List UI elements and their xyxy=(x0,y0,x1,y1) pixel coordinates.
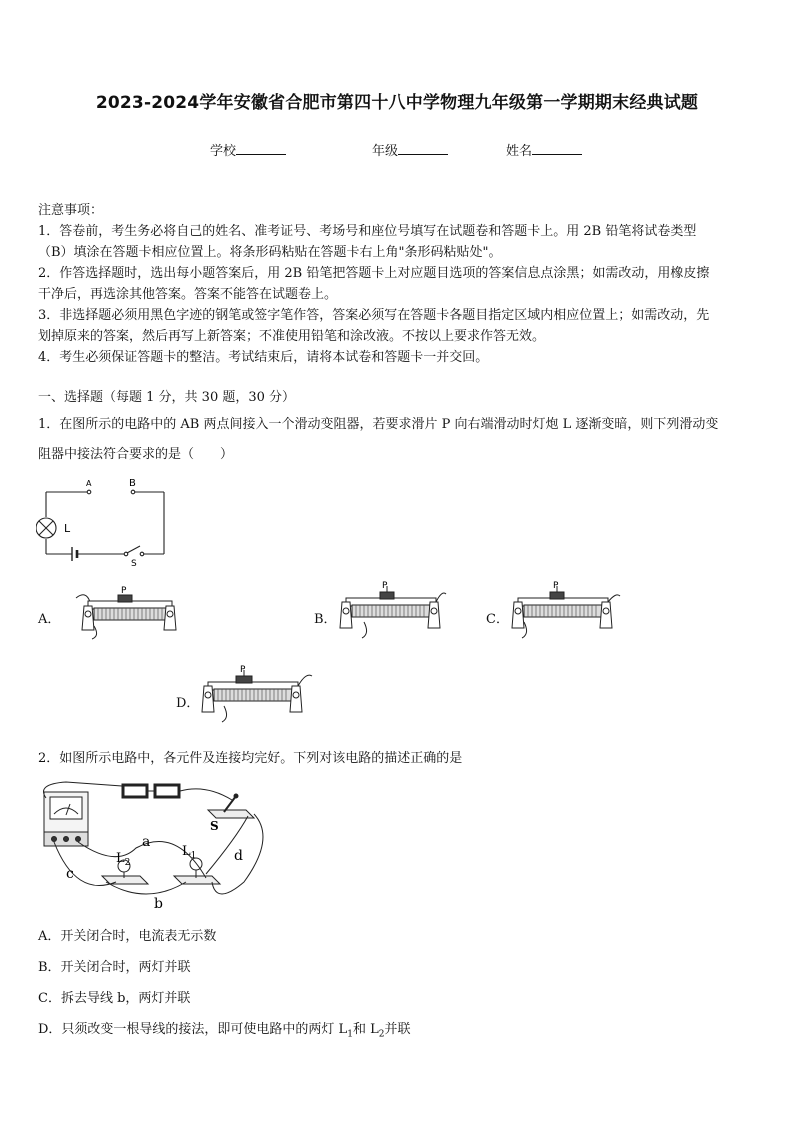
grade-blank[interactable] xyxy=(398,142,448,155)
label-b: b xyxy=(154,896,163,912)
ammeter-terminal-2 xyxy=(64,837,69,842)
q1-option-a-label[interactable]: A． xyxy=(38,612,61,627)
terminal-a xyxy=(87,490,91,494)
end-stand-left xyxy=(202,686,214,712)
slider-p xyxy=(118,595,132,602)
label-s: S xyxy=(131,559,137,568)
end-stand-left xyxy=(82,606,94,630)
grade-field[interactable] xyxy=(372,140,448,159)
school-blank[interactable] xyxy=(236,142,286,155)
name-blank[interactable] xyxy=(532,142,582,155)
end-stand-right xyxy=(600,602,612,628)
school-field[interactable] xyxy=(210,140,286,159)
l1-base xyxy=(174,876,220,884)
switch-handle xyxy=(234,794,238,798)
rheostat-figure-b xyxy=(338,580,450,640)
rheostat-figure-a xyxy=(74,586,186,640)
notice-heading: 注意事项： xyxy=(38,203,104,218)
q2-option-d-sub1: 1 xyxy=(347,1029,353,1040)
slider-label: P xyxy=(121,586,127,596)
end-stand-left xyxy=(340,602,352,628)
ammeter-terminal-3 xyxy=(76,837,81,842)
notice-line-3: 2．作答选择题时，选出每小题答案后，用 2B 铅笔把答题卡上对应题目选项的答案信息点涂黑；如需改动，用橡皮擦 xyxy=(38,266,710,281)
switch-contact xyxy=(140,552,144,556)
q2-stem: 2．如图所示电路中，各元件及连接均完好。下列对该电路的描述正确的是 xyxy=(38,751,463,766)
notice-line-5: 3．非选择题必须用黑色字迹的钢笔或签字笔作答，答案必须写在答题卡各题目指定区域内相应位置上；如需改动，先 xyxy=(38,308,710,323)
label-c: c xyxy=(66,866,74,882)
ammeter-terminal-1 xyxy=(52,837,57,842)
q2-option-d-post: 并联 xyxy=(384,1022,411,1037)
wire-battery-switch xyxy=(180,789,232,800)
switch-blade xyxy=(127,546,140,553)
slider-p xyxy=(550,592,564,599)
battery-cell-1-label xyxy=(124,786,146,796)
q2-circuit-figure xyxy=(36,778,276,914)
q2-option-c[interactable]: C．拆去导线 b，两灯并联 xyxy=(38,991,191,1006)
battery-cell-2-label xyxy=(156,786,178,796)
notice-line-2: （B）填涂在答题卡相应位置上。将条形码粘贴在答题卡右上角"条形码粘贴处"。 xyxy=(38,245,502,260)
exam-title: 2023-2024学年安徽省合肥市第四十八中学物理九年级第一学期期末经典试题 xyxy=(95,93,699,113)
label-d: d xyxy=(234,848,243,864)
end-stand-right xyxy=(290,686,302,712)
end-stand-right xyxy=(164,606,176,630)
rheostat-figure-c xyxy=(510,580,622,640)
label-a: A xyxy=(86,479,92,488)
end-stand-left xyxy=(512,602,524,628)
q2-option-d-sub2: 2 xyxy=(378,1029,385,1040)
q2-option-d-pre: D．只须改变一根导线的接法，即可使电路中的两灯 L xyxy=(38,1022,348,1037)
lead-wire-bottom xyxy=(362,622,367,638)
lead-wire-right xyxy=(608,595,620,602)
slider-label: P xyxy=(553,581,559,591)
section-heading: 一、选择题（每题 1 分，共 30 题，30 分） xyxy=(38,390,296,405)
q2-option-a[interactable]: A．开关闭合时，电流表无示数 xyxy=(38,929,217,944)
q2-option-b[interactable]: B．开关闭合时，两灯并联 xyxy=(38,960,191,975)
l2-base xyxy=(102,876,148,884)
q1-option-d-label[interactable]: D． xyxy=(176,696,200,711)
q2-option-d-mid: 和 L xyxy=(352,1022,379,1037)
terminal-b xyxy=(131,490,135,494)
slider-p xyxy=(380,592,394,599)
notice-line-1: 1．答卷前，考生务必将自己的姓名、准考证号、考场号和座位号填写在试题卷和答题卡上。用 2B 铅笔将试卷类型 xyxy=(38,224,697,239)
q1-circuit-diagram xyxy=(36,476,171,568)
name-field[interactable] xyxy=(506,140,582,159)
q1-stem-line-1: 1．在图所示的电路中的 AB 两点间接入一个滑动变阻器，若要求滑片 P 向右端滑动时灯炮 L 逐渐变暗，则下列滑动变 xyxy=(38,417,719,432)
q1-option-b-label[interactable]: B． xyxy=(314,612,337,627)
lead-wire-bottom xyxy=(222,706,227,722)
notice-line-4: 干净后，再选涂其他答案。答案不能答在试题卷上。 xyxy=(38,287,338,302)
lead-wire-right xyxy=(436,593,446,602)
slider-p xyxy=(236,676,252,683)
lead-wire-right xyxy=(298,675,312,686)
notice-line-7: 4．考生必须保证答题卡的整洁。考试结束后，请将本试卷和答题卡一并交回。 xyxy=(38,350,489,365)
rheostat-figure-d xyxy=(200,664,316,724)
label-a: a xyxy=(142,834,151,850)
resistance-coil xyxy=(94,608,168,620)
label-b: B xyxy=(129,478,136,489)
label-l: L xyxy=(64,522,71,535)
label-s: S xyxy=(210,819,219,833)
end-stand-right xyxy=(428,602,440,628)
slider-label: P xyxy=(382,581,388,591)
label-l2: $L_2$ xyxy=(116,851,131,868)
label-l1: $L_1$ xyxy=(182,844,197,861)
slider-label: P xyxy=(240,665,246,675)
q1-option-c-label[interactable]: C． xyxy=(486,612,509,627)
school-label: 学校 xyxy=(210,144,237,159)
notice-line-6: 划掉原来的答案，然后再写上新答案；不准使用铅笔和涂改液。不按以上要求作答无效。 xyxy=(38,329,546,344)
q2-option-d[interactable] xyxy=(38,1018,410,1040)
name-label: 姓名 xyxy=(506,144,533,159)
grade-label: 年级 xyxy=(372,144,399,159)
q1-stem-line-2: 阻器中接法符合要求的是（ ） xyxy=(38,447,234,462)
